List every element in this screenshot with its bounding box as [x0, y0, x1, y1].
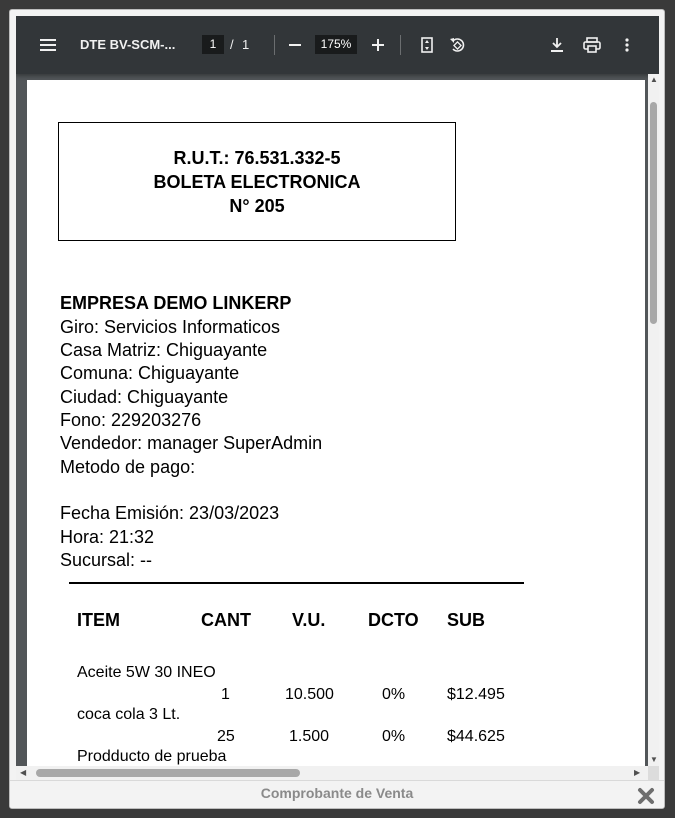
scroll-right-icon[interactable]: ▶ — [634, 768, 641, 777]
row-item: Prodducto de prueba — [77, 748, 227, 765]
toolbar-divider — [274, 35, 275, 55]
row-cant: 25 — [217, 728, 235, 745]
row-sub: $44.625 — [447, 728, 505, 745]
menu-icon[interactable] — [36, 33, 60, 57]
pdf-viewer — [16, 16, 659, 780]
page-total: 1 — [242, 37, 250, 52]
rotate-button[interactable] — [448, 34, 468, 56]
row-vu: 10.500 — [285, 686, 334, 703]
toolbar-divider — [400, 35, 401, 55]
rotate-icon — [449, 36, 467, 54]
scroll-down-icon[interactable]: ▼ — [650, 755, 658, 764]
horizontal-scrollbar[interactable] — [16, 766, 648, 780]
zoom-in-button[interactable] — [369, 34, 387, 56]
rut-text: R.U.T.: 76.531.332-5 — [173, 147, 341, 168]
row-item: coca cola 3 Lt. — [77, 706, 181, 723]
giro-text: Giro: Servicios Informaticos — [60, 317, 281, 337]
vertical-scroll-thumb[interactable] — [650, 102, 657, 324]
fono-text: Fono: 229203276 — [60, 410, 202, 430]
casa-matriz-text: Casa Matriz: Chiguayante — [60, 340, 268, 360]
dialog-footer — [10, 780, 664, 809]
metodo-pago-text: Metodo de pago: — [60, 457, 196, 477]
row-cant: 1 — [221, 686, 230, 703]
header-item: ITEM — [77, 610, 120, 630]
header-cant: CANT — [201, 610, 251, 630]
page-number-input[interactable]: 1 — [202, 35, 224, 54]
dialog-title: Comprobante de Venta — [260, 785, 414, 801]
page-separator: / — [230, 37, 234, 52]
document-title: DTE BV-SCM-... — [80, 37, 176, 52]
hora-text: Hora: 21:32 — [60, 527, 155, 547]
zoom-out-button[interactable] — [286, 34, 304, 56]
row-item: Aceite 5W 30 INEO — [77, 664, 216, 681]
fit-page-icon — [421, 37, 433, 53]
row-sub: $12.495 — [447, 686, 505, 703]
comuna-text: Comuna: Chiguayante — [60, 363, 240, 383]
row-dcto: 0% — [382, 728, 406, 745]
rut-box — [58, 122, 456, 241]
header-sub: SUB — [447, 610, 486, 630]
plus-icon — [372, 39, 384, 51]
minus-icon — [289, 44, 301, 46]
download-icon — [550, 37, 564, 53]
zoom-level-input[interactable]: 175% — [315, 35, 357, 54]
document-viewport[interactable] — [16, 74, 659, 780]
vertical-scrollbar[interactable] — [648, 74, 659, 766]
fit-page-button[interactable] — [418, 34, 436, 56]
scroll-left-icon[interactable]: ◀ — [20, 768, 27, 777]
row-dcto: 0% — [382, 686, 406, 703]
more-options-button[interactable] — [619, 34, 635, 56]
divider-line — [69, 582, 524, 584]
close-icon[interactable] — [637, 787, 659, 809]
header-vu: V.U. — [292, 610, 326, 630]
company-name: EMPRESA DEMO LINKERP — [60, 293, 292, 313]
document-type: BOLETA ELECTRONICA — [153, 171, 361, 192]
receipt-dialog — [9, 9, 665, 809]
sucursal-text: Sucursal: -- — [60, 550, 153, 570]
row-vu: 1.500 — [289, 728, 330, 745]
document-number: N° 205 — [229, 195, 285, 216]
download-button[interactable] — [547, 34, 567, 56]
horizontal-scroll-thumb[interactable] — [36, 769, 300, 777]
more-vert-icon — [625, 38, 629, 52]
pdf-toolbar — [16, 16, 659, 74]
pdf-page — [27, 80, 645, 780]
print-button[interactable] — [581, 34, 603, 56]
vendedor-text: Vendedor: manager SuperAdmin — [60, 433, 323, 453]
scroll-up-icon[interactable]: ▲ — [650, 75, 658, 84]
header-dcto: DCTO — [368, 610, 419, 630]
print-icon — [583, 37, 601, 53]
scrollbar-corner — [648, 766, 659, 780]
fecha-emision-text: Fecha Emisión: 23/03/2023 — [60, 503, 280, 523]
ciudad-text: Ciudad: Chiguayante — [60, 387, 229, 407]
